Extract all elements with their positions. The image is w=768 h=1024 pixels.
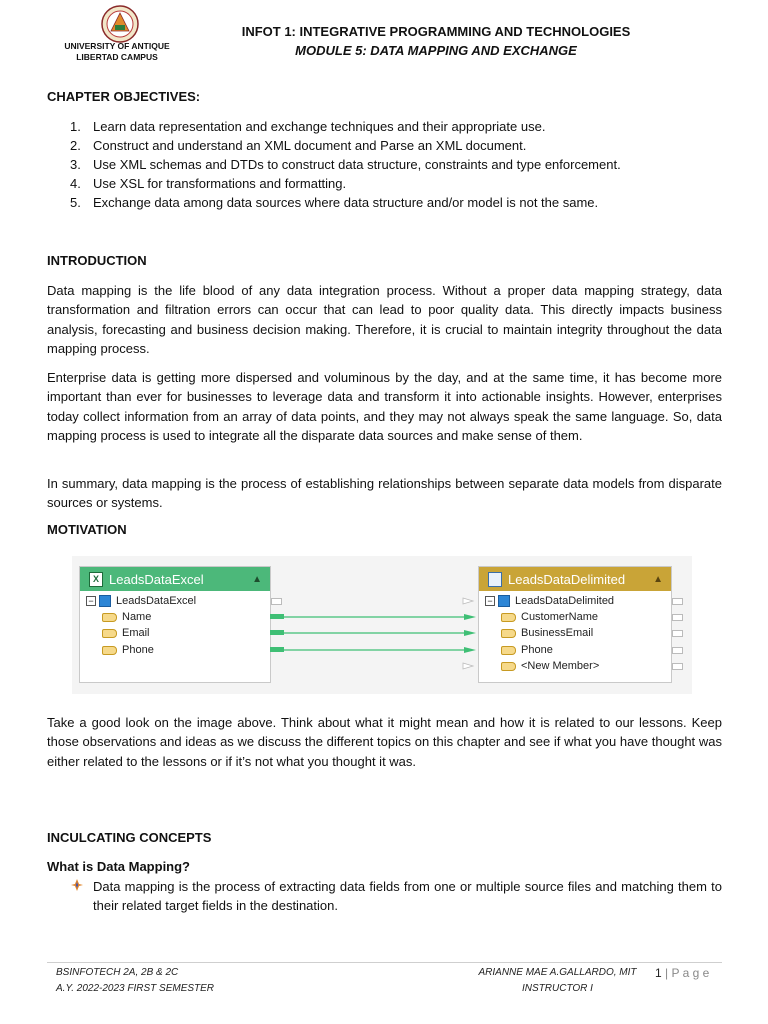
motivation-paragraph: Take a good look on the image above. Think about what it might mean and how it is related to our lessons. Keep those observations and ideas as we discuss the different topics on this chapter and see if what you have thought was either related to the lessons or if it’s not what you thought it was. <box>47 715 722 769</box>
target-box-header <box>479 567 671 591</box>
source-field: Phone <box>102 644 154 656</box>
footer-role: INSTRUCTOR I <box>522 983 593 994</box>
course-title: INFOT 1: INTEGRATIVE PROGRAMMING AND TECHNOLOGIES <box>241 24 631 39</box>
excel-icon: X <box>89 572 103 587</box>
target-box <box>478 566 672 683</box>
target-field: BusinessEmail <box>501 627 593 639</box>
intro-paragraph-3: In summary, data mapping is the process of establishing relationships between separate data models from disparate sources or systems. <box>47 476 722 511</box>
objectives-heading: CHAPTER OBJECTIVES: <box>47 89 201 104</box>
intro-paragraph-1: Data mapping is the life blood of any data integration process. Without a proper data mapping strategy, data transformation and filtration errors can occur that can lead to poor quality data. This directly impacts business analysis, forecasting and business decision making. Therefore, it is crucial to maintain integrity throughout the data mapping process. <box>47 283 722 356</box>
source-title: LeadsDataExcel <box>109 571 204 587</box>
target-title: LeadsDataDelimited <box>508 571 626 587</box>
target-field: CustomerName <box>501 611 598 623</box>
collapse-icon: ▲ <box>653 573 663 585</box>
page-num: 1 <box>655 966 662 980</box>
target-root: − LeadsDataDelimited <box>485 595 614 607</box>
source-field: Email <box>102 627 150 639</box>
data-mapping-diagram <box>72 556 692 694</box>
footer-program: BSINFOTECH 2A, 2B & 2C <box>56 967 179 978</box>
intro-paragraph-2: Enterprise data is getting more dispersed and voluminous by the day, and at the same time, it has become more important than ever for businesses to leverage data and transform it into actionable insights. However, enterprises today collect information from an array of data points, and they may not always speak the same language. So, data mapping process is used to integrate all the disparate data sources and make sense of them. <box>47 370 722 443</box>
page-sep: | <box>665 966 669 980</box>
footer-author: ARIANNE MAE A.GALLARDO, MIT <box>478 967 637 978</box>
university-seal-icon <box>101 5 139 43</box>
field-icon <box>501 629 516 638</box>
list-item: 4. Use XSL for transformations and formatting. <box>70 176 347 191</box>
source-field: Name <box>102 611 151 623</box>
footer-semester: A.Y. 2022-2023 FIRST SEMESTER <box>56 983 215 994</box>
data-mapping-definition: Data mapping is the process of extracting data fields from one or multiple source files and matching them to their related target fields in the destination. <box>93 879 722 914</box>
university-name <box>58 41 176 63</box>
footer-divider <box>47 962 722 963</box>
list-item: 3. Use XML schemas and DTDs to construct data structure, constraints and type enforcement. <box>70 157 621 172</box>
data-mapping-subheading: What is Data Mapping? <box>47 859 190 874</box>
delimited-file-icon <box>488 572 502 587</box>
field-icon <box>501 646 516 655</box>
page-word: P a g e <box>671 966 710 980</box>
university-label: UNIVERSITY OF ANTIQUE <box>64 41 170 51</box>
target-field: Phone <box>501 644 553 656</box>
concepts-heading: INCULCATING CONCEPTS <box>47 830 212 845</box>
module-title: MODULE 5: DATA MAPPING AND EXCHANGE <box>295 43 577 58</box>
introduction-heading: INTRODUCTION <box>47 253 147 268</box>
list-item: 1. Learn data representation and exchange techniques and their appropriate use. <box>70 119 546 134</box>
collapse-icon: ▲ <box>252 573 262 585</box>
campus-label: LIBERTAD CAMPUS <box>76 52 158 62</box>
target-field: <New Member> <box>501 660 599 672</box>
field-icon <box>501 662 516 671</box>
list-item: 2. Construct and understand an XML document and Parse an XML document. <box>70 138 527 153</box>
list-item: 5. Exchange data among data sources where data structure and/or model is not the same. <box>70 195 599 210</box>
bullet-icon <box>70 878 84 892</box>
motivation-heading: MOTIVATION <box>47 522 127 537</box>
page-number <box>655 966 709 980</box>
objectives-list <box>70 117 720 212</box>
entity-icon <box>498 595 510 607</box>
source-root: − LeadsDataExcel <box>86 595 196 607</box>
field-icon <box>501 613 516 622</box>
